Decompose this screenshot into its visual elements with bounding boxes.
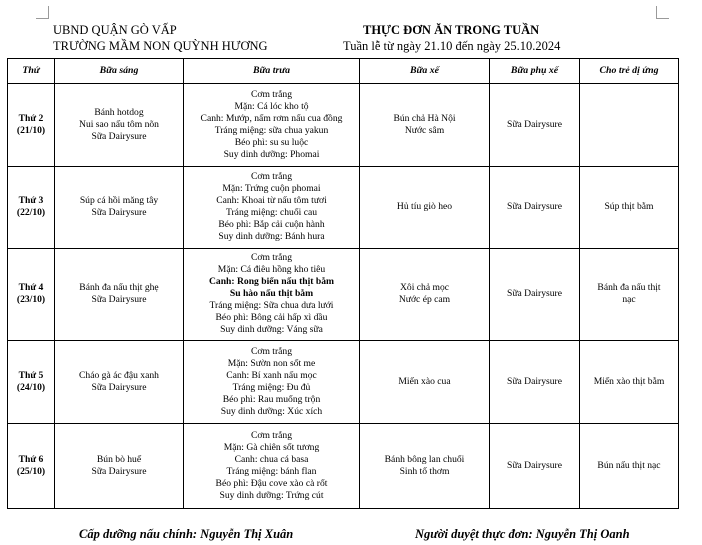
breakfast-line: Sữa Dairysure: [91, 130, 147, 142]
breakfast-line: Cháo gà ác đậu xanh: [79, 370, 159, 382]
snack-cell: [490, 424, 580, 509]
day-cell: [8, 248, 55, 341]
lunch-line: Béo phì: Bông cải hấp xì dầu: [215, 312, 328, 324]
week-range: Tuần lễ từ ngày 21.10 đến ngày 25.10.2024: [343, 39, 561, 53]
chef-signature: Cấp dưỡng nấu chính: Nguyễn Thị Xuân: [79, 527, 294, 541]
lunch-line: Cơm trắng: [250, 346, 293, 358]
col-header-afternoon: Bữa xế: [360, 59, 490, 84]
allergy-cell: [580, 424, 679, 509]
breakfast-line: Sữa Dairysure: [91, 294, 147, 306]
allergy-cell: [580, 166, 679, 248]
snack-cell: [490, 341, 580, 424]
day-line: (25/10): [16, 466, 46, 478]
afternoon-line: Bún chả Hà Nội: [393, 112, 456, 124]
snack-line: Sữa Dairysure: [506, 376, 563, 388]
lunch-line: Cơm trắng: [250, 171, 293, 183]
lunch-line: Béo phì: Đậu cove xào cà rốt: [215, 478, 328, 490]
page-corner-mark-left: [36, 6, 49, 19]
lunch-line: Béo phì: Rau muống trộn: [222, 394, 321, 406]
lunch-cell: [184, 84, 360, 167]
lunch-line: Tráng miệng: Đu đủ: [232, 382, 311, 394]
breakfast-line: Sữa Dairysure: [91, 207, 147, 219]
snack-line: Sữa Dairysure: [506, 460, 563, 472]
lunch-line: Mặn: Sườn non sốt me: [227, 358, 316, 370]
afternoon-line: Nước sâm: [404, 124, 445, 136]
allergy-line: Bánh đa nấu thịt: [597, 282, 661, 294]
lunch-line: Su hào nấu thịt bằm: [229, 288, 314, 300]
breakfast-line: Bánh hotdog: [94, 106, 144, 118]
approver-signature: Người duyệt thực đơn: Nguyễn Thị Oanh: [415, 527, 630, 541]
snack-line: Sữa Dairysure: [506, 118, 563, 130]
lunch-line: Tráng miệng: chuối cau: [225, 207, 318, 219]
col-header-allergy: Cho trẻ dị ứng: [580, 59, 679, 84]
day-line: Thứ 4: [18, 282, 44, 294]
afternoon-line: Miến xào cua: [398, 376, 451, 388]
breakfast-line: Bún bò huế: [96, 454, 142, 466]
allergy-cell: [580, 84, 679, 167]
lunch-line: Suy dinh dưỡng: Trứng cút: [219, 490, 324, 502]
afternoon-cell: [360, 84, 490, 167]
page-corner-mark-right: [656, 6, 669, 19]
lunch-line: Mặn: Trứng cuộn phomai: [222, 183, 321, 195]
lunch-line: Canh: Khoai từ nấu tôm tươi: [216, 195, 327, 207]
lunch-line: Cơm trắng: [250, 88, 293, 100]
lunch-line: Béo phì: Bắp cải cuộn hành: [218, 219, 325, 231]
lunch-line: Béo phì: su su luộc: [234, 136, 309, 148]
lunch-line: Mặn: Cá lóc kho tộ: [234, 100, 309, 112]
lunch-line: Canh: Rong biển nấu thịt bằm: [208, 276, 335, 288]
allergy-line: Bún nấu thịt nạc: [597, 460, 661, 472]
breakfast-line: Sữa Dairysure: [91, 382, 147, 394]
lunch-cell: [184, 248, 360, 341]
table-header-row: [8, 59, 679, 84]
breakfast-cell: [55, 341, 184, 424]
afternoon-line: Bánh bông lan chuối: [384, 454, 465, 466]
lunch-cell: [184, 341, 360, 424]
lunch-line: Canh: Bí xanh nấu mọc: [226, 370, 317, 382]
breakfast-cell: [55, 424, 184, 509]
day-line: (23/10): [16, 294, 46, 306]
allergy-cell: [580, 248, 679, 341]
lunch-line: Mặn: Cá điêu hồng kho tiêu: [217, 264, 326, 276]
lunch-line: Mặn: Gà chiên sốt tương: [223, 442, 320, 454]
col-header-snack: Bữa phụ xế: [490, 59, 580, 84]
lunch-line: Cơm trắng: [250, 252, 293, 264]
lunch-line: Suy dinh dưỡng: Xúc xích: [220, 406, 323, 418]
day-cell: [8, 341, 55, 424]
afternoon-line: Hủ tíu giò heo: [396, 201, 453, 213]
col-header-breakfast: Bữa sáng: [55, 59, 184, 84]
breakfast-line: Sữa Dairysure: [91, 466, 147, 478]
table-row: [8, 424, 679, 509]
snack-cell: [490, 166, 580, 248]
afternoon-line: Nước ép cam: [398, 294, 451, 306]
lunch-line: Tráng miệng: Sữa chua dưa lưới: [209, 300, 334, 312]
snack-cell: [490, 84, 580, 167]
lunch-line: Canh: Mướp, nấm rơm nấu cua đồng: [200, 112, 343, 124]
day-cell: [8, 84, 55, 167]
afternoon-cell: [360, 424, 490, 509]
col-header-day: Thứ: [8, 59, 55, 84]
day-line: Thứ 6: [18, 454, 44, 466]
day-cell: [8, 424, 55, 509]
weekly-menu-table: [7, 58, 679, 509]
breakfast-line: Bánh đa nấu thịt ghẹ: [79, 282, 159, 294]
breakfast-line: Nui sao nấu tôm nõn: [79, 118, 159, 130]
afternoon-line: Sinh tố thơm: [399, 466, 450, 478]
table-row: [8, 248, 679, 341]
breakfast-line: Súp cá hồi măng tây: [79, 195, 159, 207]
day-line: Thứ 2: [18, 112, 44, 124]
col-header-lunch: Bữa trưa: [184, 59, 360, 84]
day-cell: [8, 166, 55, 248]
day-line: Thứ 3: [18, 195, 44, 207]
allergy-line: Miến xào thịt bằm: [593, 376, 665, 388]
menu-body: [8, 84, 679, 509]
day-line: (21/10): [16, 124, 46, 136]
lunch-line: Suy dinh dưỡng: Váng sữa: [220, 324, 323, 336]
lunch-line: Tráng miệng: bánh flan: [226, 466, 317, 478]
lunch-line: Tráng miệng: sữa chua yakun: [214, 124, 329, 136]
table-row: [8, 341, 679, 424]
snack-line: Sữa Dairysure: [506, 288, 563, 300]
day-line: (24/10): [16, 382, 46, 394]
afternoon-cell: [360, 166, 490, 248]
lunch-line: Canh: chua cá basa: [234, 454, 309, 466]
afternoon-cell: [360, 341, 490, 424]
table-row: [8, 84, 679, 167]
snack-line: Sữa Dairysure: [506, 201, 563, 213]
table-row: [8, 166, 679, 248]
breakfast-cell: [55, 248, 184, 341]
allergy-line: nạc: [622, 294, 636, 306]
breakfast-cell: [55, 84, 184, 167]
day-line: Thứ 5: [18, 370, 44, 382]
allergy-cell: [580, 341, 679, 424]
lunch-line: Suy dinh dưỡng: Bánh hura: [218, 231, 325, 243]
lunch-line: Suy dinh dưỡng: Phomai: [223, 148, 320, 160]
afternoon-line: Xôi chả mọc: [399, 282, 450, 294]
day-line: (22/10): [16, 207, 46, 219]
snack-cell: [490, 248, 580, 341]
breakfast-cell: [55, 166, 184, 248]
lunch-cell: [184, 166, 360, 248]
menu-title: THỰC ĐƠN ĂN TRONG TUẦN: [363, 23, 540, 37]
allergy-line: Súp thịt bằm: [604, 201, 654, 213]
org-name: UBND QUẬN GÒ VẤP: [53, 23, 177, 37]
afternoon-cell: [360, 248, 490, 341]
lunch-line: Cơm trắng: [250, 430, 293, 442]
school-name: TRƯỜNG MẦM NON QUỲNH HƯƠNG: [53, 39, 268, 53]
lunch-cell: [184, 424, 360, 509]
